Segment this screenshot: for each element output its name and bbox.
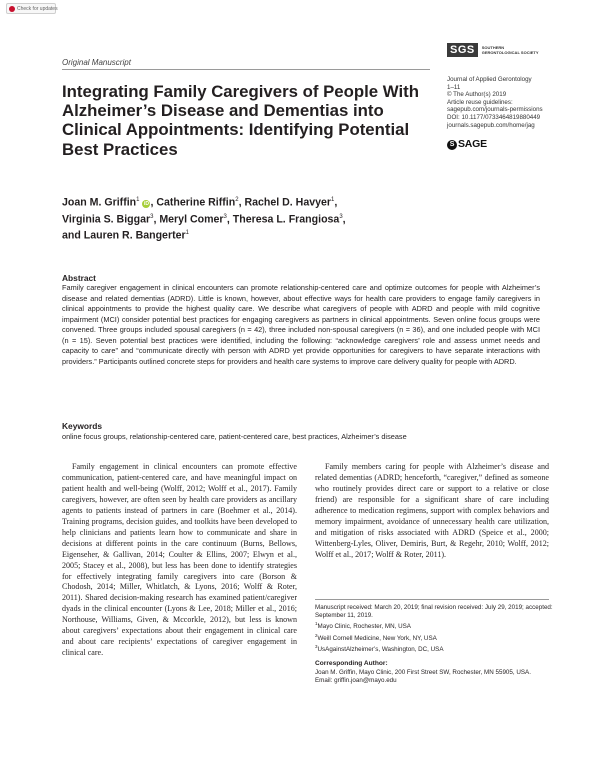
affiliation [315,643,555,654]
keywords-text: online focus groups, relationship-centered care, patient-centered care, best practices, Alzheimer’s disease [62,432,407,441]
author-separator: , [342,213,346,226]
author-affiliation-sup: 3 [339,213,343,220]
affiliation-text: UsAgainstAlzheimer’s, Washington, DC, USA [317,646,444,654]
journal-info [447,76,557,129]
author-name: Theresa L. Frangiosa [232,213,340,226]
author-separator: , [238,196,245,209]
affiliation-sup: 2 [315,632,318,638]
check-for-updates-badge[interactable] [6,3,56,14]
author-separator: , [226,213,233,226]
author-separator: , [153,213,160,226]
sage-mark-icon: S [447,140,457,150]
sgs-mark: SGS [447,43,478,57]
journal-info-line[interactable]: DOI: 10.1177/0733464819880449 [447,113,541,121]
footnote-rule [315,599,549,600]
affiliation-text: Weill Cornell Medicine, New York, NY, USA [317,634,437,642]
journal-info-line: 1–11 [447,83,461,91]
sage-wordmark: SAGE [458,138,487,150]
affiliation-sup: 3 [315,643,318,649]
journal-info-line[interactable]: sagepub.com/journals-permissions [447,106,543,114]
header-rule [62,69,430,70]
footnotes [315,604,555,654]
sage-logo [447,138,487,150]
author-affiliation-sup: 1 [136,197,140,203]
author-name: Meryl Comer [159,213,224,226]
orcid-icon[interactable]: iD [143,200,149,207]
affiliation-text: Mayo Clinic, Rochester, MN, USA [317,623,411,631]
body-column-left: Family engagement in clinical encounters can promote effective communication, patient-centered care, and have meaningful impact on patient health and well-being (Wolff, 2012; Wolff et al., 2017). Family caregivers, however, are often seen by health care providers as ancillary agents to patients instead of partners in care (Boehmer et al., 2014). Training programs, decision guides, and toolkits have been developed to help clinicians and patients learn how to communicate and share in decisions at different points in the care continuum (Burns, Bellows, Eigenseher, & Gallivan, 2014; Coulter & Ellins, 2007; Elwyn et al., 2005; Stacey et al., 2008), but less has been done to identify strategies for effectively integrating family caregivers into care (Borson & Chodosh, 2014; Miller, Whitlatch, & Lyons, 2016; Wolff & Roter, 2011). Shared decision-making research has examined patient/caregiver dyads in the clinical encounter (Lyons & Lee, 2018; Miller et al., 2016; Northouse, Williams, Given, & Mccorkle, 2012), but less is known about caregivers’ expectations about their engagement in clinical care and about care recipients’ expectations of caregiver engagement in clinical care. [62,462,297,658]
corresponding-author-heading: Corresponding Author: [315,660,388,667]
corresponding-address: Joan M. Griffin, Mayo Clinic, 200 First Street SW, Rochester, MN 55905, USA. [315,669,531,676]
abstract-heading: Abstract [62,273,96,283]
affiliation [315,632,555,643]
author-name: and Lauren R. Bangerter [62,230,186,242]
article-title: Integrating Family Caregivers of People With Alzheimer’s Disease and Dementias into Clinical Appointments: Identifying Potential Best Practices [62,82,419,159]
journal-info-line: © The Author(s) 2019 [447,91,507,99]
corresponding-email[interactable]: Email: griffin.joan@mayo.edu [315,677,397,685]
author-affiliation-sup: 2 [235,197,239,203]
crossmark-icon [9,6,15,12]
corresponding-author [315,669,555,685]
author-name: Rachel D. Havyer [244,196,332,209]
author-affiliation-sup: 3 [150,213,154,220]
author-name: Virginia S. Biggar [62,213,151,226]
sgs-logo [447,43,542,57]
author-name: Catherine Riffin [156,196,236,209]
author-separator: , [334,196,338,209]
sgs-name: SOUTHERN GERONTOLOGICAL SOCIETY [481,45,539,55]
author-separator: , [150,196,157,209]
journal-info-line[interactable]: journals.sagepub.com/home/jag [447,121,535,129]
section-label: Original Manuscript [62,58,131,67]
author-affiliation-sup: 1 [331,197,335,203]
author-affiliation-sup: 3 [223,213,227,220]
manuscript-dates: Manuscript received: March 20, 2019; final revision received: July 29, 2019; accepted: September 11, 2019. [315,604,553,620]
body-column-right: Family members caring for people with Alzheimer’s disease and related dementias (ADRD; henceforth, “caregiver,” defined as someone who routinely provides direct care or support to a relative or close friend) are responsible for a significant share of care including adherence to medication regimens, support with complex behaviors and memory impairment, avoidance of unnecessary health care utilization, and mitigation of risks associated with ADRD (Speice et al., 2000; Wittenberg-Lyles, Oliver, Demiris, Burt, & Regehr, 2010; Wolff, 2012; Wolff et al., 2017; Wolff & Roter, 2011). [315,462,549,559]
author-list [62,193,402,243]
check-for-updates-label: Check for updates [17,5,58,12]
author-affiliation-sup: 1 [185,230,189,237]
affiliation [315,620,555,631]
journal-info-line: Journal of Applied Gerontology [447,76,532,83]
author-name: Joan M. Griffin [62,196,137,209]
keywords-heading: Keywords [62,421,103,431]
affiliation-sup: 1 [315,621,318,627]
journal-info-line: Article reuse guidelines: [447,98,513,106]
abstract-text: Family caregiver engagement in clinical encounters can promote relationship-centered care and optimize outcomes for people with Alzheimer’s disease and related dementias (ADRD). Little is known, however, about effective ways for health care providers to engage family caregivers in clinical appointments to provide the highest quality care. We describe what caregivers of people with ADRD and people with mild cognitive impairment (MCI) consider potential best practices for engaging caregivers as partners in clinical appointments. Seven online focus groups were convened. Three groups included spousal caregivers (n = 42), three included non-spousal caregivers (n = 36), and one included people with MCI (n = 15). Seven potential best practices were identified, including the following: “acknowledge caregivers’ role and assess unmet needs and capacity to care” and “communicate directly with person with ADRD yet provide opportunities for caregivers to have separate interactions with providers.” Participants outlined concrete steps for providers and health care systems to improve care delivery quality for people with ADRD. [62,283,540,366]
